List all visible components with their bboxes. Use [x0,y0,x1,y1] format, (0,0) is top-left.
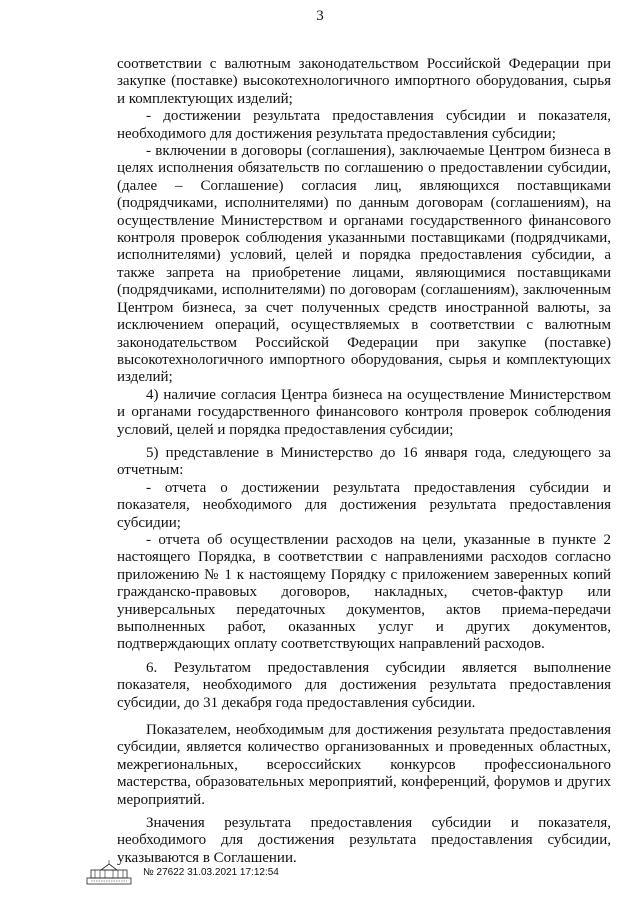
paragraph-report-expenses: - отчета об осуществлении расходов на цели, указанные в пункте 2 настоящего Порядка, в соответствии с направлениями расходов согласно приложению № 1 к настоящему Порядку с приложением заверенных копий гражданско-правовых договоров, накладных, счетов-фактур или универсальных передаточных документов, актов приема-передачи выполненных работ, оказанных услуг и других документов, подтверждающих оплату соответствующих направлений расходов. [117,531,611,653]
document-footer [85,859,279,885]
paragraph-indicator-values: Значения результата предоставления субсидии и показателя, необходимого для достижения результата предоставления субсидии, указываются в Соглашении. [117,815,611,866]
page-number: 3 [316,8,324,24]
paragraph-indicator-definition: Показателем, необходимым для достижения результата предоставления субсидии, является количество организованных и проведенных областных, межрегиональных, всероссийских конкурсов профессионального мастерства, образовательных мероприятий, конференций, форумов и других мероприятий. [117,722,611,808]
paragraph-item-contract-consent: - включении в договоры (соглашения), заключаемые Центром бизнеса в целях исполнения обязательств по соглашению о предоставлении субсидии, (далее – Соглашение) согласия лиц, являющихся поставщиками (подрядчиками, исполнителями) по данным договорам (соглашениям), на осуществление Министерством и органами государственного финансового контроля проверок соблюдения указанными поставщиками (подрядчиками, исполнителями) условий, целей и порядка предоставления субсидии, а также запрета на приобретение лицами, являющимися поставщиками (подрядчиками, исполнителями) по договорам (соглашениям), заключенным Центром бизнеса, за счет полученных средств иностранной валюты, за исключением операций, осуществляемых в соответствии с валютным законодательством Российской Федерации при закупке (поставке) высокотехнологичного импортного оборудования, сырья и комплектующих изделий; [117,143,611,386]
paragraph-condition-5: 5) представление в Министерство до 16 января года, следующего за отчетным: [117,444,611,479]
paragraph-report-result: - отчета о достижении результата предоставления субсидии и показателя, необходимого для достижения результата предоставления субсидии; [117,479,611,531]
paragraph-section-6: 6. Результатом предоставления субсидии является выполнение показателя, необходимого для достижения результата предоставления субсидии, до 31 декабря года предоставления субсидии. [117,659,611,711]
paragraph-continuation: соответствии с валютным законодательством Российской Федерации при закупке (поставке) высокотехнологичного импортного оборудования, сырья и комплектующих изделий; [117,56,611,107]
government-building-icon [85,859,133,885]
registration-stamp: № 27622 31.03.2021 17:12:54 [143,866,279,878]
paragraph-condition-4: 4) наличие согласия Центра бизнеса на осуществление Министерством и органами государственного финансового контроля проверок соблюдения условий, целей и порядка предоставления субсидии; [117,386,611,438]
paragraph-item-result-achievement: - достижении результата предоставления субсидии и показателя, необходимого для достижения результата предоставления субсидии; [117,108,611,142]
document-body [117,56,611,867]
